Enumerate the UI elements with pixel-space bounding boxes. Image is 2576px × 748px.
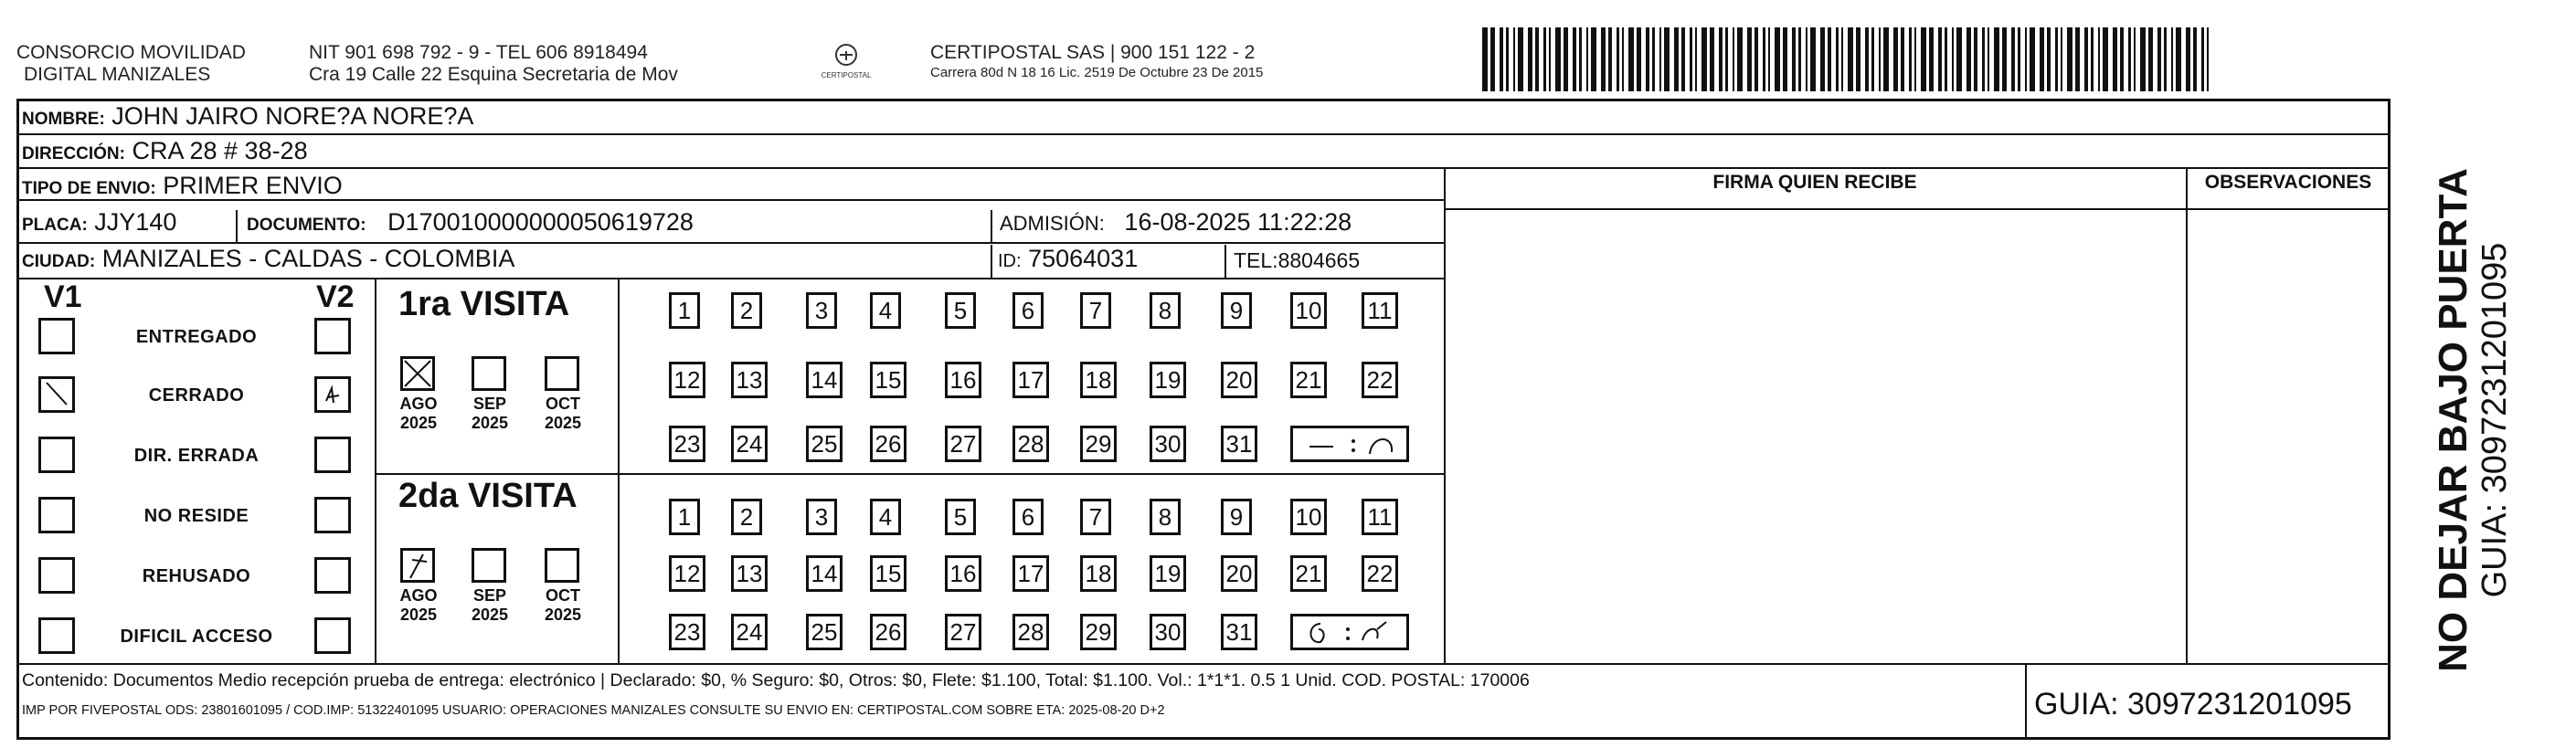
company-contact: [309, 42, 678, 86]
first-visit-title: 1ra VISITA: [398, 285, 570, 323]
v1-checkbox[interactable]: [38, 497, 75, 533]
barcode-bar: [1564, 27, 1568, 91]
barcode-bar: [1573, 27, 1576, 91]
day-box[interactable]: 31: [1221, 614, 1257, 650]
day-box[interactable]: 2: [731, 499, 762, 535]
barcode-bar: [1725, 27, 1728, 91]
day-box[interactable]: 27: [945, 426, 981, 462]
day-box[interactable]: 7: [1080, 292, 1111, 329]
barcode-bar: [1500, 27, 1503, 91]
admision-value: 16-08-2025 11:22:28: [1124, 208, 1352, 236]
day-box[interactable]: 9: [1221, 292, 1252, 329]
time-box[interactable]: [1290, 426, 1409, 462]
day-box[interactable]: 16: [945, 362, 981, 398]
barcode-bar: [1628, 27, 1634, 91]
barcode-bar: [1681, 27, 1685, 91]
day-box[interactable]: 19: [1150, 555, 1186, 592]
day-box[interactable]: 10: [1290, 499, 1327, 535]
barcode-bar: [1617, 27, 1619, 91]
barcode-bar: [2040, 27, 2044, 91]
side-guia: GUIA: 3097231201095: [2475, 242, 2514, 598]
v2-checkbox[interactable]: [314, 497, 351, 533]
ciudad-value: MANIZALES - CALDAS - COLOMBIA: [101, 245, 515, 272]
day-box[interactable]: 8: [1150, 499, 1181, 535]
barcode-bar: [1763, 27, 1765, 91]
barcode-bar: [2084, 27, 2088, 91]
month-year: 2025: [399, 606, 438, 624]
barcode-bar: [1828, 27, 1831, 91]
day-box[interactable]: 19: [1150, 362, 1186, 398]
month-year: 2025: [471, 414, 509, 432]
barcode-bar: [1513, 27, 1515, 91]
day-box[interactable]: 25: [806, 426, 843, 462]
day-box[interactable]: 29: [1080, 614, 1117, 650]
placa-field: [22, 208, 176, 237]
status-label: DIR. ERRADA: [133, 446, 260, 466]
barcode-bar: [2018, 27, 2020, 91]
placa-label: PLACA:: [22, 216, 88, 235]
company-name-line1: CONSORCIO MOVILIDAD: [16, 42, 246, 63]
barcode-bar: [2098, 27, 2100, 91]
barcode-bar: [1893, 27, 1898, 91]
v1-checkbox[interactable]: [38, 318, 75, 354]
ciudad-label: CIUDAD:: [22, 252, 96, 271]
barcode-bar: [2201, 27, 2204, 91]
barcode-bar: [1938, 27, 1942, 91]
month-label: [462, 586, 517, 625]
day-box[interactable]: 15: [870, 362, 906, 398]
barcode-bar: [2164, 27, 2167, 91]
barcode: [1482, 27, 2217, 91]
barcode-bar: [2011, 27, 2015, 91]
barcode-bar: [1865, 27, 1869, 91]
status-label: CERRADO: [148, 385, 245, 406]
month-checkbox[interactable]: [400, 548, 435, 583]
id-field: [998, 245, 1138, 273]
month-name: AGO: [399, 586, 438, 605]
month-label: [391, 395, 446, 433]
barcode-bar: [2157, 27, 2161, 91]
month-name: AGO: [399, 395, 438, 413]
v2-checkbox[interactable]: [314, 318, 351, 354]
barcode-bar: [1664, 27, 1670, 91]
month-label: [535, 586, 590, 625]
barcode-bar: [1982, 27, 1985, 91]
barcode-bar: [1733, 27, 1734, 91]
day-box[interactable]: 22: [1362, 362, 1398, 398]
barcode-bar: [1783, 27, 1787, 91]
documento-field: [247, 208, 694, 237]
day-box[interactable]: 20: [1221, 555, 1257, 592]
day-box[interactable]: 28: [1012, 614, 1049, 650]
month-checkbox[interactable]: [400, 356, 435, 391]
id-value: 75064031: [1028, 245, 1139, 272]
barcode-bar: [1543, 27, 1546, 91]
day-box[interactable]: 24: [731, 426, 768, 462]
admision-label: ADMISIÓN:: [1000, 212, 1105, 235]
shipping-form: [16, 99, 2390, 740]
barcode-bar: [1652, 27, 1655, 91]
barcode-bar: [2103, 27, 2108, 91]
day-box[interactable]: 12: [669, 555, 705, 592]
company-name: [16, 42, 246, 86]
company-address: Cra 19 Calle 22 Esquina Secretaria de Mov: [309, 64, 678, 85]
barcode-bar: [2002, 27, 2007, 91]
barcode-bar: [1966, 27, 1971, 91]
status-label: NO RESIDE: [143, 506, 249, 526]
barcode-bar: [1549, 27, 1551, 91]
v2-checkbox[interactable]: [314, 437, 351, 473]
barcode-bar: [1848, 27, 1853, 91]
day-box[interactable]: 10: [1290, 292, 1327, 329]
direccion-label: DIRECCIÓN:: [22, 144, 125, 163]
firma-label: FIRMA QUIEN RECIBE: [1712, 172, 1917, 193]
day-box[interactable]: 11: [1362, 292, 1398, 329]
barcode-bar: [1909, 27, 1912, 91]
nombre-label: NOMBRE:: [22, 110, 105, 129]
day-box[interactable]: 17: [1012, 362, 1049, 398]
status-label: ENTREGADO: [135, 327, 258, 347]
month-name: SEP: [472, 395, 507, 413]
month-name: OCT: [546, 395, 580, 413]
barcode-bar: [1836, 27, 1839, 91]
day-box[interactable]: 14: [806, 362, 843, 398]
barcode-bar: [1775, 27, 1780, 91]
day-box[interactable]: 18: [1080, 555, 1117, 592]
barcode-bar: [1586, 27, 1588, 91]
barcode-bar: [1747, 27, 1752, 91]
v1-header: V1: [44, 279, 82, 314]
v1-checkbox[interactable]: [38, 617, 75, 654]
day-box[interactable]: 17: [1012, 555, 1049, 592]
barcode-bar: [1810, 27, 1816, 91]
barcode-bar: [2128, 27, 2131, 91]
day-box[interactable]: 25: [806, 614, 843, 650]
day-box[interactable]: 30: [1150, 426, 1186, 462]
barcode-bar: [1974, 27, 1977, 91]
day-box[interactable]: 16: [945, 555, 981, 592]
day-box[interactable]: 29: [1080, 426, 1117, 462]
day-box[interactable]: 2: [731, 292, 762, 329]
day-box[interactable]: 26: [870, 614, 906, 650]
barcode-bar: [1579, 27, 1582, 91]
month-label: [535, 395, 590, 433]
day-box[interactable]: 4: [870, 292, 901, 329]
barcode-bar: [1719, 27, 1723, 91]
barcode-bar: [2113, 27, 2117, 91]
tipo-envio-row: [22, 172, 343, 200]
barcode-bar: [1555, 27, 1561, 91]
month-checkbox[interactable]: [472, 356, 506, 391]
tel-label: TEL:: [1234, 248, 1278, 272]
tipo-envio-value: PRIMER ENVIO: [163, 172, 343, 199]
courier-address: Carrera 80d N 18 16 Lic. 2519 De Octubre 23 De 2015: [930, 65, 1264, 80]
barcode-bar: [2047, 27, 2051, 91]
month-year: 2025: [544, 606, 582, 624]
barcode-bar: [1841, 27, 1843, 91]
month-checkbox[interactable]: [545, 356, 579, 391]
barcode-bar: [1528, 27, 1532, 91]
barcode-bar: [2148, 27, 2153, 91]
footer-imp: IMP POR FIVEPOSTAL ODS: 23801601095 / COD.IMP: 51322401095 USUARIO: OPERACIONES MANIZALES CONSULTE SU ENVIO EN: CERTIPOSTAL.COM SOBRE ETA: 2025-08-20 D+2: [22, 703, 1165, 718]
observaciones-label: OBSERVACIONES: [2204, 172, 2372, 193]
day-box[interactable]: 31: [1221, 426, 1257, 462]
barcode-bar: [1535, 27, 1539, 91]
day-box[interactable]: 22: [1362, 555, 1398, 592]
nombre-value: JOHN JAIRO NORE?A NORE?A: [111, 102, 474, 130]
day-box[interactable]: 6: [1012, 499, 1044, 535]
barcode-bar: [1754, 27, 1758, 91]
v2-checkbox[interactable]: [314, 557, 351, 594]
barcode-bar: [1921, 27, 1926, 91]
day-box[interactable]: 8: [1150, 292, 1181, 329]
barcode-bar: [2176, 27, 2181, 91]
month-name: SEP: [472, 586, 507, 605]
day-box[interactable]: 4: [870, 499, 901, 535]
barcode-bar: [2171, 27, 2173, 91]
tel-field: [1234, 248, 1360, 273]
barcode-bar: [2140, 27, 2146, 91]
barcode-bar: [2091, 27, 2094, 91]
footer-guia: GUIA: 3097231201095: [2034, 687, 2352, 722]
barcode-bar: [2120, 27, 2124, 91]
barcode-bar: [1929, 27, 1934, 91]
month-year: 2025: [544, 414, 582, 432]
day-box[interactable]: 6: [1012, 292, 1044, 329]
day-box[interactable]: 14: [806, 555, 843, 592]
day-box[interactable]: 11: [1362, 499, 1398, 535]
placa-value: JJY140: [94, 208, 177, 236]
day-box[interactable]: 5: [945, 499, 976, 535]
barcode-bar: [1659, 27, 1661, 91]
v1-checkbox[interactable]: [38, 557, 75, 594]
day-box[interactable]: 30: [1150, 614, 1186, 650]
barcode-bar: [2075, 27, 2080, 91]
courier-name: CERTIPOSTAL SAS | 900 151 122 - 2: [930, 42, 1256, 63]
courier-logo-text: CERTIPOSTAL: [821, 71, 872, 79]
barcode-bar: [2061, 27, 2062, 91]
barcode-bar: [1856, 27, 1860, 91]
barcode-bar: [1945, 27, 1947, 91]
day-box[interactable]: 7: [1080, 499, 1111, 535]
side-warning: NO DEJAR BAJO PUERTA: [2431, 168, 2475, 672]
v2-header: V2: [316, 279, 355, 314]
barcode-bar: [1591, 27, 1596, 91]
second-visit-title: 2da VISITA: [398, 477, 578, 515]
company-nit: NIT 901 698 792 - 9 - TEL 606 8918494: [309, 42, 648, 63]
barcode-bar: [1601, 27, 1606, 91]
month-year: 2025: [399, 414, 438, 432]
v2-checkbox[interactable]: [314, 376, 351, 413]
barcode-bar: [2025, 27, 2027, 91]
barcode-bar: [1490, 27, 1495, 91]
direccion-row: [22, 137, 308, 165]
day-box[interactable]: 13: [731, 555, 768, 592]
barcode-bar: [1952, 27, 1954, 91]
month-year: 2025: [471, 606, 509, 624]
day-box[interactable]: 27: [945, 614, 981, 650]
direccion-value: CRA 28 # 38-28: [132, 137, 308, 164]
barcode-bar: [2067, 27, 2072, 91]
v1-checkbox[interactable]: [38, 437, 75, 473]
barcode-bar: [2055, 27, 2058, 91]
day-box[interactable]: 23: [669, 426, 705, 462]
courier-info: [930, 42, 1263, 82]
month-checkbox[interactable]: [545, 548, 579, 583]
day-box[interactable]: 24: [731, 614, 768, 650]
barcode-bar: [2186, 27, 2190, 91]
day-box[interactable]: 9: [1221, 499, 1252, 535]
day-box[interactable]: 21: [1290, 555, 1327, 592]
id-label: ID:: [998, 251, 1022, 271]
time-box[interactable]: [1290, 614, 1409, 650]
status-label: REHUSADO: [142, 566, 251, 586]
month-label: [462, 395, 517, 433]
barcode-bar: [1710, 27, 1714, 91]
barcode-bar: [2207, 27, 2209, 91]
barcode-bar: [1820, 27, 1825, 91]
barcode-bar: [1690, 27, 1692, 91]
day-box[interactable]: 12: [669, 362, 705, 398]
day-box[interactable]: 3: [806, 292, 837, 329]
tel-value: 8804665: [1277, 248, 1361, 272]
day-box[interactable]: 28: [1012, 426, 1049, 462]
status-label: DIFICIL ACCESO: [120, 627, 273, 647]
barcode-bar: [2134, 27, 2136, 91]
day-box[interactable]: 1: [669, 292, 700, 329]
v2-checkbox[interactable]: [314, 617, 351, 654]
day-box[interactable]: 23: [669, 614, 705, 650]
barcode-bar: [1608, 27, 1612, 91]
ciudad-field: [22, 245, 514, 273]
barcode-bar: [1768, 27, 1770, 91]
barcode-bar: [1901, 27, 1904, 91]
day-box[interactable]: 1: [669, 499, 700, 535]
barcode-bar: [1792, 27, 1796, 91]
month-name: OCT: [546, 586, 580, 605]
day-box[interactable]: 5: [945, 292, 976, 329]
documento-label: DOCUMENTO:: [247, 216, 366, 235]
tipo-envio-label: TIPO DE ENVIO:: [22, 179, 156, 198]
barcode-bar: [1622, 27, 1624, 91]
day-box[interactable]: 26: [870, 426, 906, 462]
barcode-bar: [2030, 27, 2035, 91]
month-label: [391, 586, 446, 625]
barcode-bar: [1914, 27, 1916, 91]
barcode-bar: [1646, 27, 1649, 91]
day-box[interactable]: 13: [731, 362, 768, 398]
barcode-bar: [1806, 27, 1807, 91]
barcode-bar: [2193, 27, 2197, 91]
barcode-bar: [1871, 27, 1874, 91]
day-box[interactable]: 20: [1221, 362, 1257, 398]
barcode-bar: [1879, 27, 1881, 91]
barcode-bar: [1637, 27, 1641, 91]
barcode-bar: [1994, 27, 1999, 91]
barcode-bar: [1798, 27, 1801, 91]
day-box[interactable]: 21: [1290, 362, 1327, 398]
barcode-bar: [1506, 27, 1509, 91]
barcode-bar: [1674, 27, 1679, 91]
day-box[interactable]: 18: [1080, 362, 1117, 398]
admision-field: [1000, 208, 1352, 237]
barcode-bar: [1701, 27, 1707, 91]
day-box[interactable]: 15: [870, 555, 906, 592]
day-box[interactable]: 3: [806, 499, 837, 535]
barcode-bar: [1518, 27, 1523, 91]
month-checkbox[interactable]: [472, 548, 506, 583]
barcode-bar: [1883, 27, 1889, 91]
barcode-bar: [1482, 27, 1488, 91]
courier-logo: [810, 40, 883, 86]
footer-contenido: Contenido: Documentos Medio recepción prueba de entrega: electrónico | Declarado: $0, % Seguro: $0, Otros: $0, Flete: $1.100, Total: $1.100. Vol.: 1*1*1. 0.5 1 Unid. COD. POSTAL: 170006: [22, 670, 1530, 690]
barcode-bar: [1695, 27, 1697, 91]
nombre-row: [22, 102, 473, 131]
company-name-line2: DIGITAL MANIZALES: [24, 64, 211, 85]
barcode-bar: [1737, 27, 1743, 91]
barcode-bar: [1956, 27, 1962, 91]
v1-checkbox[interactable]: [38, 376, 75, 413]
documento-value: D170010000000050619728: [387, 208, 694, 236]
barcode-bar: [1988, 27, 1989, 91]
